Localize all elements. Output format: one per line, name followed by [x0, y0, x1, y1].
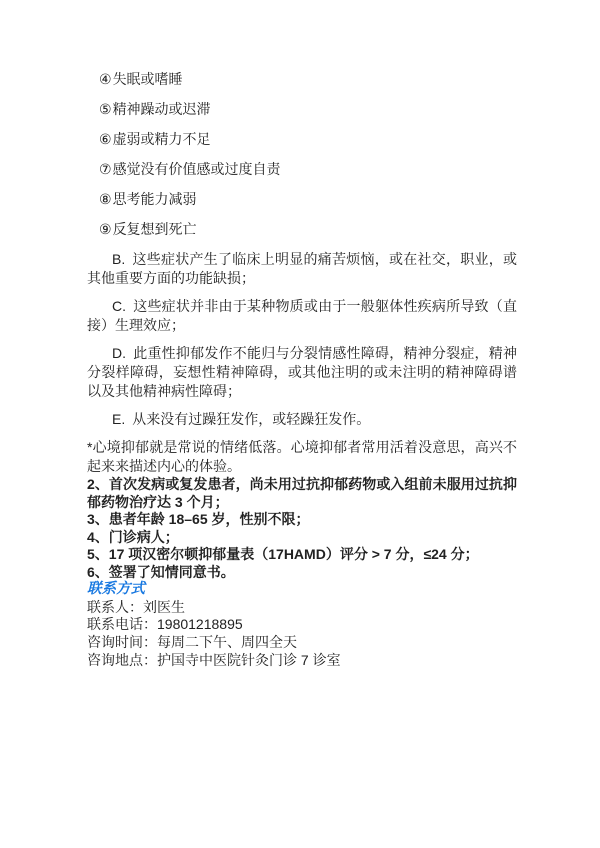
symptom-text: 感觉没有价值感或过度自责 [112, 161, 281, 177]
contact-section [87, 581, 517, 670]
contact-location-label: 咨询地点： [87, 651, 157, 668]
contact-phone-value: 19801218895 [157, 616, 243, 633]
criteria-label: C. [112, 298, 126, 314]
symptom-item [87, 160, 517, 179]
contact-phone-line [87, 616, 517, 634]
symptom-text: 精神躁动或迟滞 [112, 101, 211, 117]
symptom-text: 虚弱或精力不足 [112, 131, 211, 147]
inclusion-item-2: 2、首次发病或复发患者，尚未用过抗抑郁药物或入组前未服用过抗抑郁药物治疗达 3 个月； [87, 476, 517, 510]
criteria-label: B. [112, 251, 126, 267]
criteria-text: 此重性抑郁发作不能归与分裂情感性障碍，精神分裂症，精神分裂样障碍，妄想性精神障碍，或其他注明的或未注明的精神障碍谱以及其他精神病性障碍； [87, 345, 517, 399]
contact-location-value: 护国寺中医院针灸门诊 7 诊室 [157, 651, 341, 668]
symptom-item [87, 100, 517, 119]
contact-phone-label: 联系电话： [87, 616, 157, 633]
criteria-paragraph-b [87, 250, 517, 288]
contact-time-label: 咨询时间： [87, 634, 157, 651]
symptom-number: ⑤ [99, 101, 112, 117]
criteria-text: 这些症状并非由于某种物质或由于一般躯体性疾病所导致（直接）生理效应； [87, 298, 517, 333]
mood-footnote: *心境抑郁就是常说的情绪低落。心境抑郁者常用活着没意思，高兴不起来来描述内心的体验。 [87, 439, 517, 474]
symptom-item [87, 70, 517, 89]
contact-time-value: 每周二下午、周四全天 [157, 634, 297, 651]
symptom-list [87, 70, 517, 239]
contact-location-line [87, 652, 517, 670]
symptom-number: ④ [99, 71, 112, 87]
symptom-number: ⑧ [99, 191, 112, 207]
symptom-text: 思考能力减弱 [112, 191, 197, 207]
criteria-paragraph-c [87, 297, 517, 335]
symptom-item [87, 190, 517, 209]
contact-heading: 联系方式 [87, 581, 145, 597]
criteria-paragraph-e [87, 410, 517, 429]
contact-time-line [87, 634, 517, 652]
contact-person-value: 刘医生 [143, 598, 185, 615]
criteria-label: E. [112, 411, 126, 427]
inclusion-item-6: 6、签署了知情同意书。 [87, 563, 235, 580]
symptom-number: ⑦ [99, 161, 112, 177]
symptom-item [87, 130, 517, 149]
symptom-text: 失眠或嗜睡 [112, 71, 183, 87]
inclusion-item-4: 4、门诊病人； [87, 528, 179, 545]
inclusion-item-5: 5、17 项汉密尔顿抑郁量表（17HAMD）评分 > 7 分，≤24 分； [87, 546, 479, 562]
symptom-text: 反复想到死亡 [112, 221, 197, 237]
symptom-item [87, 220, 517, 239]
criteria-paragraph-d [87, 344, 517, 401]
inclusion-criteria-list [87, 476, 517, 581]
criteria-text: 这些症状产生了临床上明显的痛苦烦恼，或在社交，职业，或其他重要方面的功能缺损； [87, 251, 517, 286]
symptom-number: ⑨ [99, 221, 112, 237]
contact-person-line [87, 599, 517, 617]
inclusion-item-3: 3、患者年龄 18–65 岁，性别不限； [87, 511, 310, 527]
criteria-text: 从来没有过躁狂发作，或轻躁狂发作。 [132, 411, 371, 427]
criteria-section [87, 250, 517, 429]
symptom-number: ⑥ [99, 131, 112, 147]
contact-person-label: 联系人： [87, 598, 143, 615]
criteria-label: D. [112, 345, 126, 361]
